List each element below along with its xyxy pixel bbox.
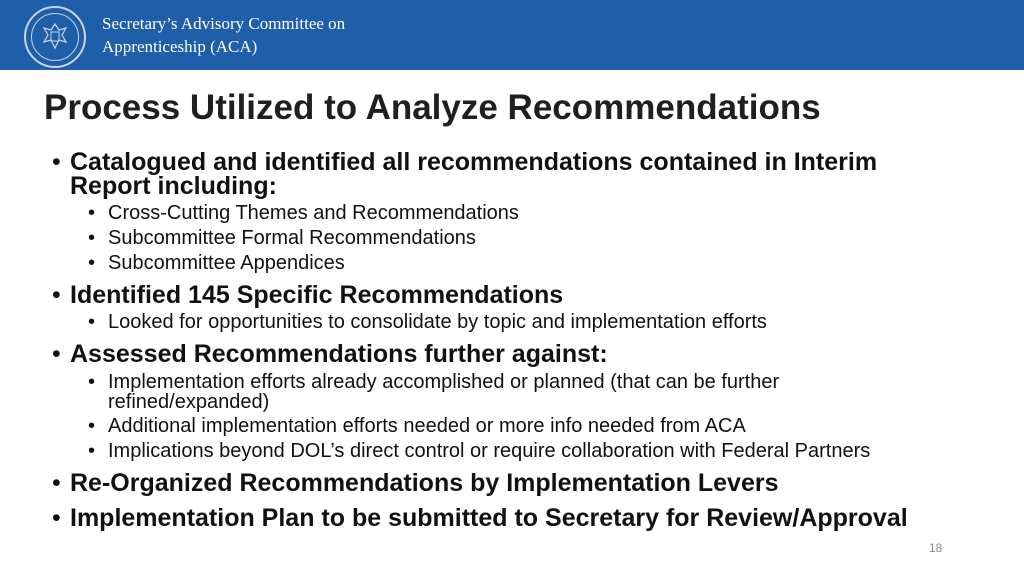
header-bar bbox=[0, 0, 1024, 70]
bullet-text-line1: Implementation efforts already accomplished or planned (that can be further bbox=[108, 371, 780, 393]
sub-bullet-formal bbox=[88, 227, 476, 249]
sub-bullet-cross-cutting bbox=[88, 202, 519, 224]
sub-bullet-implications bbox=[88, 440, 871, 462]
committee-name bbox=[102, 12, 345, 58]
bullet-catalogued bbox=[52, 148, 878, 200]
slide-title: Process Utilized to Analyze Recommendations bbox=[44, 88, 821, 127]
dol-seal-icon bbox=[24, 6, 86, 68]
bullet-text: Assessed Recommendations further against: bbox=[70, 340, 608, 368]
bullet-marker: • bbox=[52, 469, 61, 497]
bullet-text: Re-Organized Recommendations by Implementation Levers bbox=[70, 469, 779, 497]
page-number: 18 bbox=[929, 541, 943, 555]
bullet-text: Subcommittee Formal Recommendations bbox=[108, 227, 476, 249]
bullet-text-line2: refined/expanded) bbox=[108, 391, 270, 413]
bullet-marker: • bbox=[52, 340, 61, 368]
bullet-text: Additional implementation efforts needed or more info needed from ACA bbox=[108, 415, 746, 437]
bullet-marker: • bbox=[52, 281, 61, 309]
bullet-marker: • bbox=[88, 311, 96, 333]
bullet-text-line2: Report including: bbox=[70, 172, 277, 200]
bullet-marker: • bbox=[88, 252, 96, 274]
bullet-text: Identified 145 Specific Recommendations bbox=[70, 281, 564, 309]
bullet-marker: • bbox=[88, 371, 96, 393]
bullet-identified-145 bbox=[52, 281, 564, 309]
bullet-text: Implementation Plan to be submitted to Secretary for Review/Approval bbox=[70, 504, 908, 532]
bullet-text: Implications beyond DOL’s direct control or require collaboration with Federal Partners bbox=[108, 440, 871, 462]
sub-bullet-implementation-efforts bbox=[88, 371, 780, 413]
bullet-reorganized bbox=[52, 469, 779, 497]
bullet-marker: • bbox=[88, 440, 96, 462]
bullet-implementation-plan bbox=[52, 504, 908, 532]
bullet-marker: • bbox=[88, 415, 96, 437]
bullet-text: Cross-Cutting Themes and Recommendations bbox=[108, 202, 519, 224]
committee-name-line2: Apprenticeship (ACA) bbox=[102, 37, 258, 56]
sub-bullet-appendices bbox=[88, 252, 345, 274]
bullet-assessed bbox=[52, 340, 608, 368]
committee-name-line1: Secretary’s Advisory Committee on bbox=[102, 14, 346, 33]
bullet-text: Looked for opportunities to consolidate by topic and implementation efforts bbox=[108, 311, 767, 333]
bullet-text: Subcommittee Appendices bbox=[108, 252, 345, 274]
sub-bullet-consolidate bbox=[88, 311, 767, 333]
bullet-text-line1: Catalogued and identified all recommendations contained in Interim bbox=[70, 148, 878, 176]
bullet-marker: • bbox=[52, 148, 61, 176]
sub-bullet-additional-efforts bbox=[88, 415, 746, 437]
bullet-marker: • bbox=[52, 504, 61, 532]
bullet-marker: • bbox=[88, 202, 96, 224]
bullet-marker: • bbox=[88, 227, 96, 249]
